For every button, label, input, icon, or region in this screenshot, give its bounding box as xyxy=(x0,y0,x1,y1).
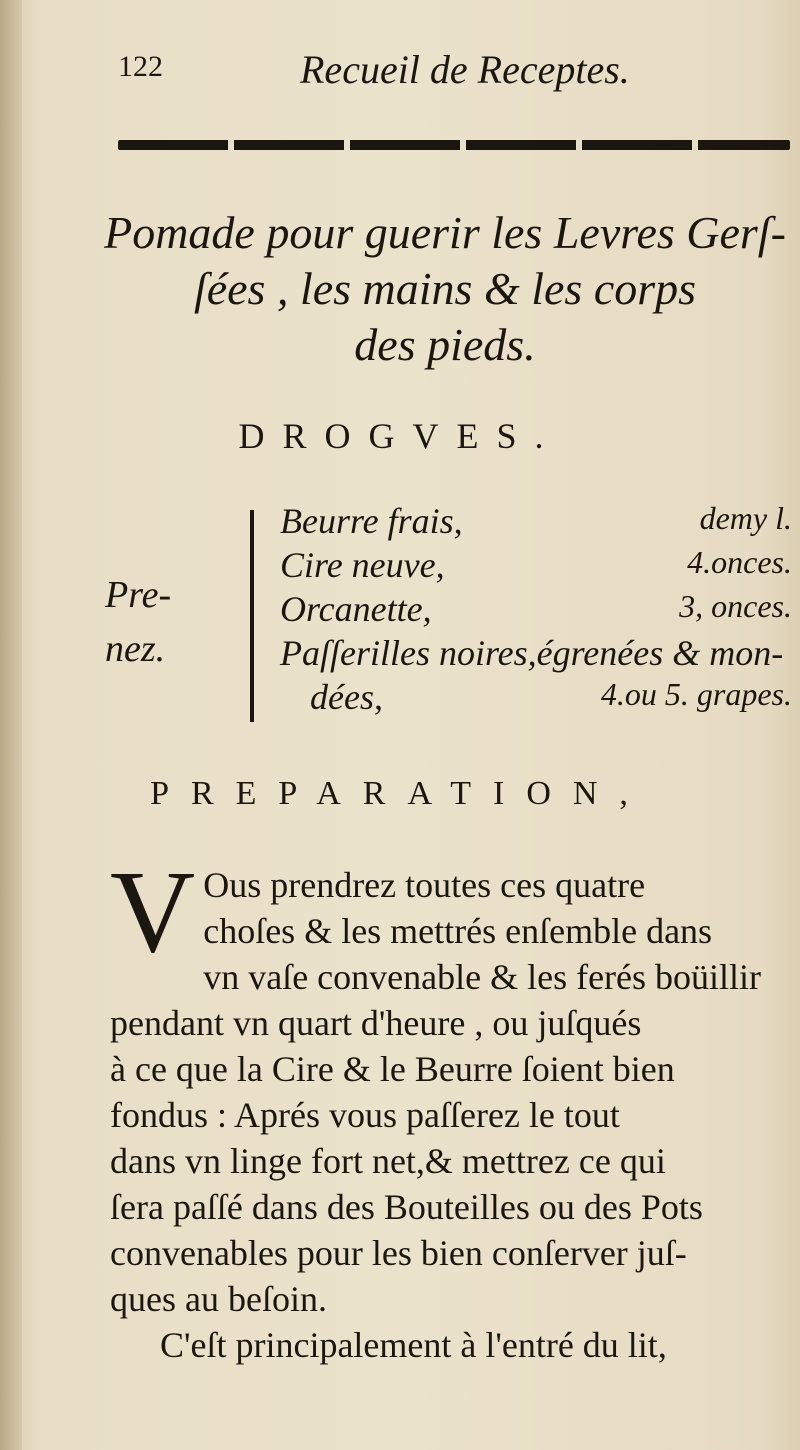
title-line: des pieds. xyxy=(354,319,536,370)
ingredient-row xyxy=(280,676,792,720)
text-line: choſes & les mettrés enſemble dans xyxy=(203,911,713,951)
text-line: C'eſt principalement à l'entré du lit, xyxy=(160,1325,667,1365)
margin-note-line: Pre- xyxy=(105,574,172,616)
decorative-rule xyxy=(118,140,790,150)
ingredient-name: Paſſerilles noires,égrenées & mon- xyxy=(280,633,784,673)
ingredients-bracket xyxy=(250,510,254,722)
section-heading-drogues: DROGVES. xyxy=(238,416,562,456)
ingredient-row xyxy=(280,632,792,676)
ingredient-name: dées, xyxy=(310,677,383,717)
text-line: ſera paſſé dans des Bouteilles ou des Pots xyxy=(110,1187,703,1227)
title-line: ſées , les mains & les corps xyxy=(193,263,697,314)
ingredient-quantity: 4.ou 5. grapes. xyxy=(600,676,792,712)
ingredient-quantity: demy l. xyxy=(699,500,792,536)
page-number: 122 xyxy=(118,50,163,83)
text-line: dans vn linge fort net,& mettrez ce qui xyxy=(110,1141,666,1181)
ingredient-name: Cire neuve, xyxy=(280,545,445,585)
ingredient-name: Orcanette, xyxy=(280,589,432,629)
ingredient-quantity: 3, onces. xyxy=(679,588,792,624)
ingredients-list xyxy=(280,500,792,720)
text-line: convenables pour les bien conſerver juſ- xyxy=(110,1233,687,1273)
ingredient-row xyxy=(280,588,792,632)
ingredient-name: Beurre frais, xyxy=(280,501,463,541)
running-title: Recueil de Receptes. xyxy=(300,47,630,92)
margin-note-line: nez. xyxy=(105,628,166,670)
title-line: Pomade pour guerir les Levres Gerſ- xyxy=(104,207,786,258)
text-line: ques au beſoin. xyxy=(110,1279,327,1319)
ingredient-row xyxy=(280,500,792,544)
drop-cap: V xyxy=(110,846,196,977)
recipe-title xyxy=(90,205,800,373)
text-line: Ous prendrez toutes ces quatre xyxy=(203,865,646,905)
margin-note xyxy=(105,568,171,676)
text-line: fondus : Aprés vous paſſerez le tout xyxy=(110,1095,620,1135)
section-heading-preparation: PREPARATION, xyxy=(150,775,650,812)
page-header xyxy=(0,40,800,100)
text-line: pendant vn quart d'heure , ou juſqués xyxy=(110,1003,642,1043)
text-line: à ce que la Cire & le Beurre ſoient bien xyxy=(110,1049,675,1089)
text-line: vn vaſe convenable & les ferés boüillir xyxy=(203,957,762,997)
ingredient-row xyxy=(280,544,792,588)
preparation-text xyxy=(110,846,795,1368)
ingredient-quantity: 4.onces. xyxy=(687,544,792,580)
book-spine xyxy=(0,0,22,1450)
